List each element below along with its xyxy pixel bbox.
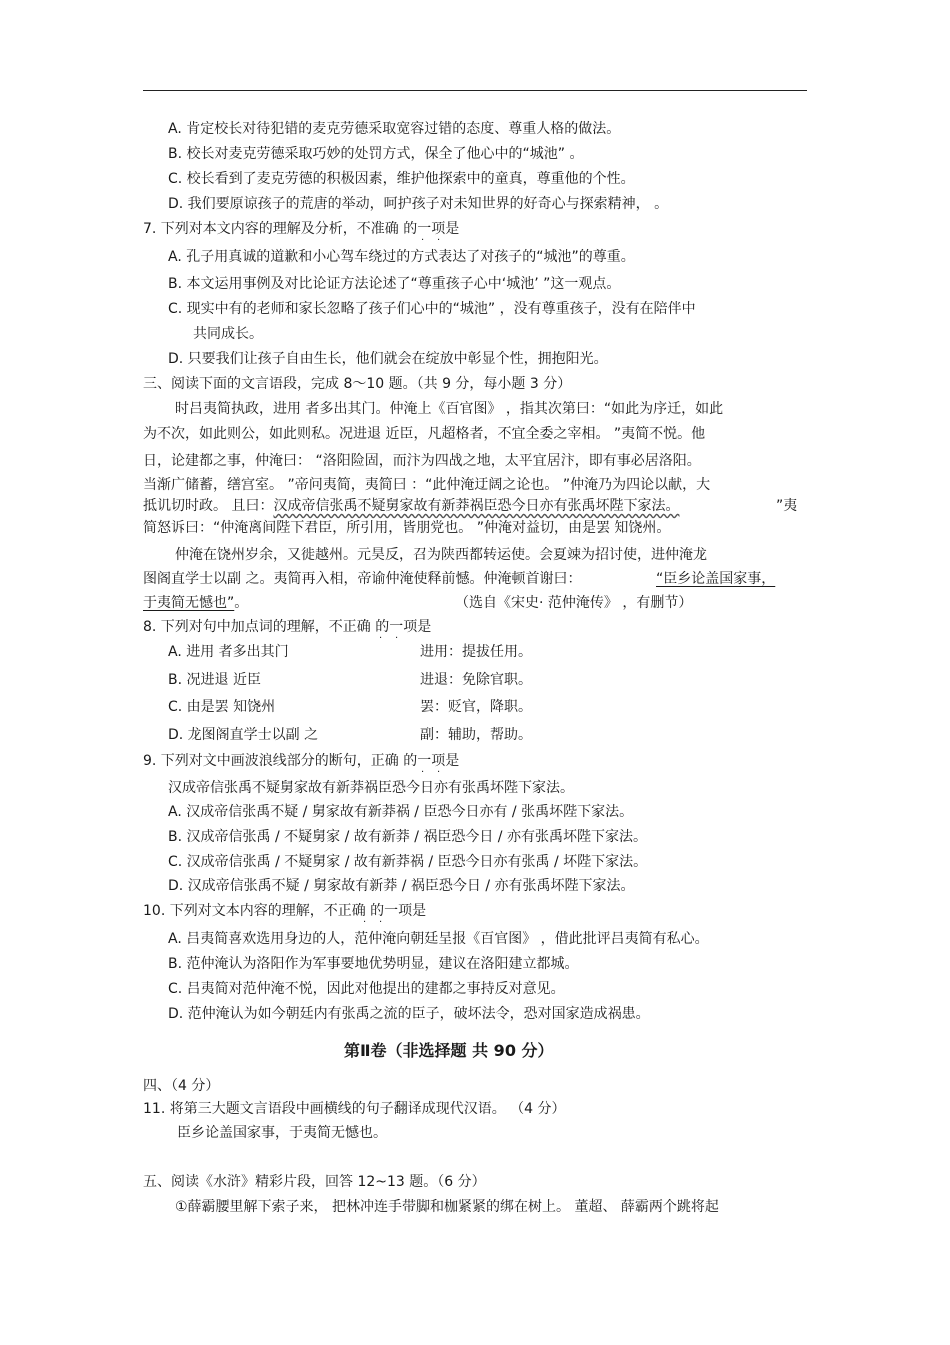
- option-7d: D. 只要我们让孩子自由生长，他们就会在绽放中彰显个性，拥抱阳光。: [168, 351, 608, 367]
- emphasis-dot: ·: [395, 633, 399, 644]
- passage-line: ①薛霸腰里解下索子来， 把林冲连手带脚和枷紧紧的绑在树上。 董超、 薛霸两个跳将起: [175, 1199, 719, 1215]
- classical-text-segment: ”夷: [776, 498, 798, 514]
- option-6c: C. 校长看到了麦克劳德的积极因素，维护他探索中的童真，尊重他的个性。: [168, 171, 635, 187]
- option-9b: B. 汉成帝信张禹 / 不疑舅家 / 故有新莽 / 祸臣恐今日 / 亦有张禹坏陛下家法。: [168, 829, 647, 845]
- option-10c: C. 吕夷简对范仲淹不悦，因此对他提出的建都之事持反对意见。: [168, 981, 565, 997]
- underlined-sentence: “臣乡论盖国家事，: [656, 571, 776, 587]
- option-6d: D. 我们要原谅孩子的荒唐的举动，呵护孩子对未知世界的好奇心与探索精神， 。: [168, 196, 669, 212]
- emphasis-dot: ·: [437, 235, 441, 246]
- classical-text-line: [143, 570, 776, 588]
- classical-text-line: 时吕夷简执政，进用 者多出其门。仲淹上《百官图》 ，指其次第曰：“如此为序迁，如此: [175, 401, 724, 417]
- classical-text-segment: 图阁直学士以副 之。夷简再入相，帝谕仲淹使释前憾。仲淹顿首谢曰：: [143, 571, 582, 587]
- option-8a: A. 进用 者多出其门: [168, 644, 289, 660]
- classical-text-line: [143, 594, 693, 612]
- option-10b: B. 范仲淹认为洛阳作为军事要地优势明显，建议在洛阳建立都城。: [168, 956, 579, 972]
- question-9-stem: 9. 下列对文中画波浪线部分的断句，正确 的一项是: [143, 753, 460, 769]
- option-6a: A. 肯定校长对待犯错的麦克劳德采取宽容过错的态度、尊重人格的做法。: [168, 121, 621, 137]
- question-11-sentence: 臣乡论盖国家事，于夷简无憾也。: [177, 1125, 387, 1141]
- option-7c-continued: 共同成长。: [193, 326, 263, 342]
- classical-text-line: 仲淹在饶州岁余，又徙越州。元昊反，召为陕西都转运使。会夏竦为招讨使，进仲淹龙: [175, 547, 707, 563]
- option-10d: D. 范仲淹认为如今朝廷内有张禹之流的臣子，破坏法令，恐对国家造成祸患。: [168, 1006, 650, 1022]
- source-citation: （选自《宋史· 范仲淹传》 ，有删节）: [455, 595, 693, 611]
- question-11-stem: 11. 将第三大题文言语段中画横线的句子翻译成现代汉语。 （4 分）: [143, 1101, 566, 1117]
- classical-text-line: [143, 497, 798, 515]
- question-7-stem: 7. 下列对本文内容的理解及分析，不准确 的一项是: [143, 221, 460, 237]
- emphasis-dot: ·: [363, 917, 367, 928]
- option-8a-gloss: 进用：提拔任用。: [420, 644, 532, 660]
- option-10a: A. 吕夷简喜欢选用身边的人，范仲淹向朝廷呈报《百官图》 ，借此批评吕夷简有私心。: [168, 931, 709, 947]
- wavy-underlined-sentence: 汉成帝信张禹不疑舅家故有新莽祸臣恐今日亦有张禹坏陛下家法。: [273, 498, 680, 514]
- emphasis-dot: ·: [421, 235, 425, 246]
- section-5-heading: 五、阅读《水浒》精彩片段，回答 12~13 题。（6 分）: [143, 1174, 486, 1190]
- option-8c-gloss: 罢：贬官，降职。: [420, 699, 532, 715]
- question-8-stem: 8. 下列对句中加点词的理解，不正确 的一项是: [143, 619, 432, 635]
- option-7b: B. 本文运用事例及对比论证方法论述了“尊重孩子心中‘城池’ ”这一观点。: [168, 276, 621, 292]
- classical-text-line: 日，论建都之事，仲淹曰： “洛阳险固，而汴为四战之地，太平宜居汴，即有事必居洛阳。: [143, 453, 701, 469]
- option-8b-gloss: 进退：免除官职。: [420, 672, 532, 688]
- emphasis-dot: ·: [437, 767, 441, 778]
- option-8d-gloss: 副：辅助，帮助。: [420, 727, 532, 743]
- option-8d: D. 龙图阁直学士以副 之: [168, 727, 319, 743]
- option-6b: B. 校长对麦克劳德采取巧妙的处罚方式，保全了他心中的“城池” 。: [168, 146, 584, 162]
- emphasis-dot: ·: [379, 917, 383, 928]
- question-10-stem: 10. 下列对文本内容的理解，不正确 的一项是: [143, 903, 427, 919]
- section-4-heading: 四、（4 分）: [143, 1078, 220, 1094]
- option-9a: A. 汉成帝信张禹不疑 / 舅家故有新莽祸 / 臣恐今日亦有 / 张禹坏陛下家法。: [168, 804, 634, 820]
- header-rule: [143, 90, 807, 91]
- underlined-sentence: 于夷简无憾也”: [143, 595, 235, 611]
- option-9d: D. 汉成帝信张禹不疑 / 舅家故有新莽 / 祸臣恐今日 / 亦有张禹坏陛下家法。: [168, 878, 635, 894]
- option-7c: C. 现实中有的老师和家长忽略了孩子们心中的“城池” ，没有尊重孩子，没有在陪伴中: [168, 301, 696, 317]
- classical-text-line: 为不次，如此则公，如此则私。况进退 近臣，凡超格者，不宜全委之宰相。 ”夷简不悦。他: [143, 426, 706, 442]
- option-8c: C. 由是罢 知饶州: [168, 699, 276, 715]
- option-7a: A. 孔子用真诚的道歉和小心驾车绕过的方式表达了对孩子的“城池”的尊重。: [168, 249, 635, 265]
- classical-text-line: 简怒诉曰：“仲淹离间陛下君臣，所引用，皆朋党也。 ”仲淹对益切，由是罢 知饶州。: [143, 520, 671, 536]
- part-2-title: 第Ⅱ卷（非选择题 共 90 分）: [344, 1041, 554, 1060]
- option-9c: C. 汉成帝信张禹 / 不疑舅家 / 故有新莽祸 / 臣恐今日亦有张禹 / 坏陛下家法。: [168, 854, 648, 870]
- section-3-heading: 三、阅读下面的文言语段，完成 8～10 题。（共 9 分，每小题 3 分）: [143, 376, 572, 392]
- classical-text-line: 当渐广储蓄，缮宫室。 ”帝问夷简，夷简曰 ：“此仲淹迂阔之论也。 ”仲淹乃为四论以献，大: [143, 477, 711, 493]
- classical-text-segment: 。: [234, 595, 249, 611]
- classical-text-segment: 抵讥切时政。 且曰：: [143, 498, 274, 514]
- emphasis-dot: ·: [421, 767, 425, 778]
- option-8b: B. 况进退 近臣: [168, 672, 261, 688]
- question-9-sentence: 汉成帝信张禹不疑舅家故有新莽祸臣恐今日亦有张禹坏陛下家法。: [168, 780, 574, 796]
- emphasis-dot: ·: [379, 633, 383, 644]
